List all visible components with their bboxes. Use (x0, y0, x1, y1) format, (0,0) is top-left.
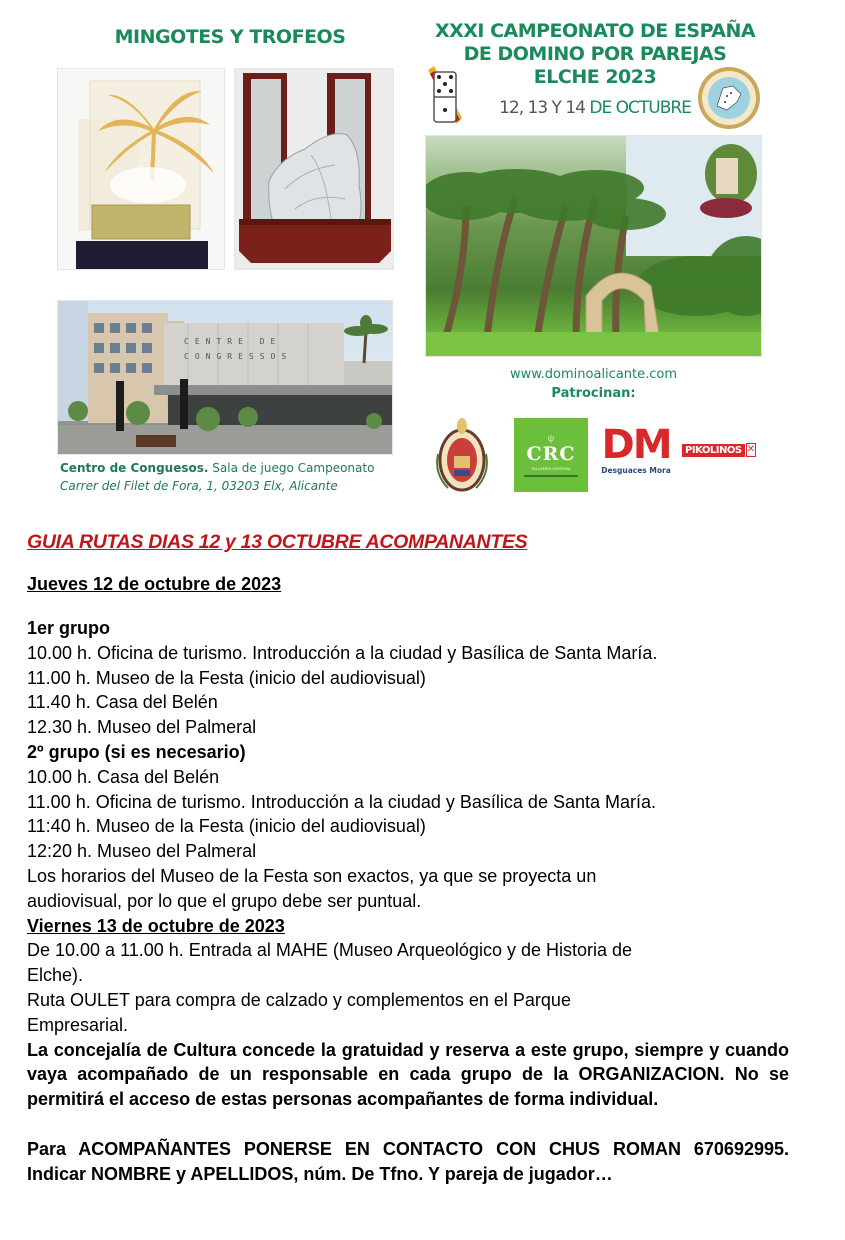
venue-name: Centro de Conguesos. (60, 461, 209, 475)
sponsor-elche-coat-of-arms-icon (430, 414, 494, 494)
sponsor-dm-name: DM (601, 422, 671, 468)
congress-center-photo (57, 300, 393, 455)
sponsors-label: Patrocinan: (551, 386, 636, 401)
schedule-item: 12:20 h. Museo del Palmeral (27, 841, 257, 862)
venue-caption (60, 459, 420, 495)
festa-museum-note: audiovisual, por lo que el grupo debe ser puntual. (27, 890, 422, 911)
venue-caption-line (60, 459, 420, 477)
day2-heading: Viernes 13 de octubre de 2023 (27, 915, 285, 936)
elche-palm-grove-photo (425, 135, 762, 357)
sponsor-crc-name: CRC (526, 442, 576, 465)
venue-address: Carrer del Filet de Fora, 1, 03203 Elx, Alicante (60, 479, 338, 493)
trophies-title: MINGOTES Y TROFEOS (114, 26, 346, 48)
schedule-item: 11:40 h. Museo de la Festa (inicio del audiovisual) (27, 816, 426, 837)
sponsor-pikolinos-logo (682, 442, 756, 458)
event-dates-month: DE OCTUBRE (589, 98, 691, 118)
event-dates (470, 98, 720, 118)
event-dates-numbers: 12, 13 Y 14 (499, 98, 585, 118)
schedule-item: 11.00 h. Oficina de turismo. Introducción a la ciudad y Basílica de Santa María. (27, 791, 657, 812)
route-guide (27, 531, 789, 1187)
trophy-photo-palm (57, 68, 225, 270)
svg-text:CONGRESSOS: CONGRESSOS (184, 352, 293, 361)
website-link[interactable]: www.dominoalicante.com (509, 367, 678, 382)
festa-museum-note: Los horarios del Museo de la Festa son exactos, ya que se proyecta un (27, 865, 597, 886)
trophy-photo-silver (234, 68, 394, 270)
schedule-item: 12.30 h. Museo del Palmeral (27, 717, 257, 738)
schedule-item: Ruta OULET para compra de calzado y complementos en el Parque (27, 989, 571, 1010)
sponsor-dm-logo (600, 424, 672, 480)
culture-notice: La concejalía de Cultura concede la gratuidad y reserva a este grupo, siempre y cuando vaya acompañado de un responsable en cada grupo de la ORGANIZACION. No se permitirá el acceso de estas personas acompañantes de forma individual. (27, 1039, 789, 1110)
bird-icon: ✕ (746, 444, 755, 455)
group1-label: 1er grupo (27, 618, 111, 638)
schedule-item: 11.40 h. Casa del Belén (27, 692, 218, 713)
championship-title-line: ELCHE 2023 (533, 66, 657, 88)
sponsor-dm-subtitle: Desguaces Mora (601, 466, 671, 475)
championship-title-line: XXXI CAMPEONATO DE ESPAÑA (434, 20, 756, 42)
schedule-item: 10.00 h. Casa del Belén (27, 766, 220, 787)
route-guide-title: GUIA RUTAS DIAS 12 y 13 OCTUBRE ACOMPANANTES (27, 531, 528, 553)
federation-logo-icon (697, 66, 761, 130)
sponsor-pikolinos-name: PIKOLINOS (682, 444, 745, 457)
schedule-item: Elche). (27, 965, 84, 986)
schedule-item: Empresarial. (27, 1014, 129, 1035)
contact-notice: Para ACOMPAÑANTES PONERSE EN CONTACTO CON CHUS ROMAN 670692995. Indicar NOMBRE y APELLIDOS, núm. De Tfno. Y pareja de jugador… (27, 1138, 789, 1184)
sponsor-crc-logo (514, 418, 588, 492)
championship-title-line: DE DOMINO POR PAREJAS (463, 43, 727, 65)
schedule-item: 11.00 h. Museo de la Festa (inicio del audiovisual) (27, 667, 426, 688)
group2-label: 2º grupo (si es necesario) (27, 741, 246, 762)
sponsor-crc-subtitle: TALLERES CENTRAL (531, 465, 571, 471)
congress-sign-text: CENTRE DE (184, 337, 282, 346)
venue-description: Sala de juego Campeonato (212, 461, 375, 475)
domino-logo-icon (428, 66, 462, 128)
divider (524, 475, 578, 477)
schedule-item: 10.00 h. Oficina de turismo. Introducción a la ciudad y Basílica de Santa María. (27, 642, 658, 663)
wheat-icon: ψ (547, 432, 555, 443)
day1-heading: Jueves 12 de octubre de 2023 (27, 574, 282, 594)
schedule-item: De 10.00 a 11.00 h. Entrada al MAHE (Museo Arqueológico y de Historia de (27, 940, 633, 961)
